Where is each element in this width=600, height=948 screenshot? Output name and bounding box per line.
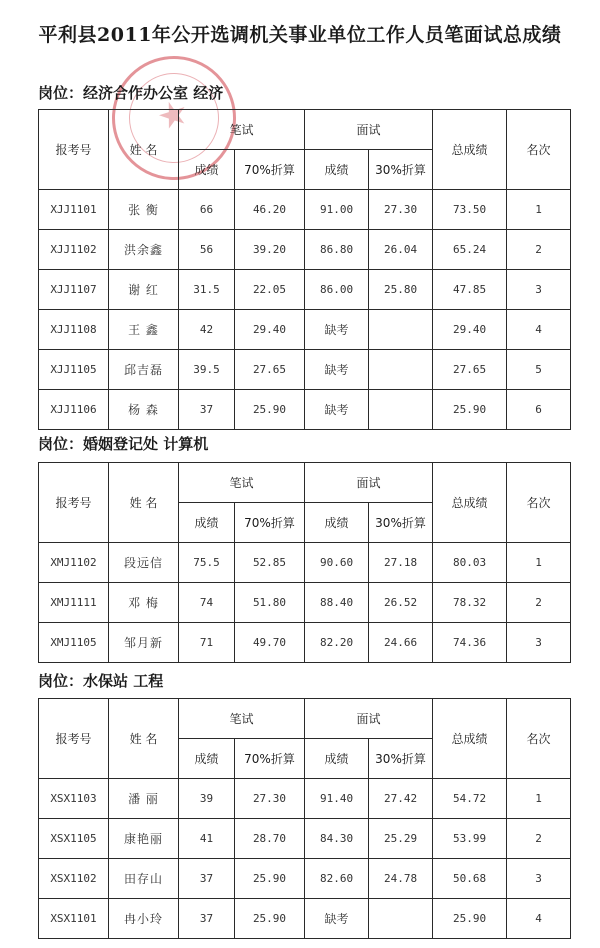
section-title: 岗位：婚姻登记处 计算机 bbox=[38, 435, 209, 453]
header-rank: 名次 bbox=[507, 110, 571, 190]
cell-total: 47.85 bbox=[433, 270, 507, 310]
table-row bbox=[39, 623, 571, 663]
score-table bbox=[38, 109, 571, 430]
cell-id: XSX1103 bbox=[39, 779, 109, 819]
cell-interview: 缺考 bbox=[305, 350, 369, 390]
cell-id: XJJ1102 bbox=[39, 230, 109, 270]
cell-interview-pct bbox=[369, 310, 433, 350]
table-row bbox=[39, 270, 571, 310]
header-id: 报考号 bbox=[39, 463, 109, 543]
header-interview-pct: 30%折算 bbox=[369, 503, 433, 543]
cell-interview: 86.80 bbox=[305, 230, 369, 270]
cell-written: 42 bbox=[179, 310, 235, 350]
cell-name: 张 衡 bbox=[109, 190, 179, 230]
header-interview: 面试 bbox=[305, 110, 433, 150]
header-written-score: 成绩 bbox=[179, 150, 235, 190]
cell-total: 29.40 bbox=[433, 310, 507, 350]
header-written: 笔试 bbox=[179, 463, 305, 503]
cell-id: XJJ1107 bbox=[39, 270, 109, 310]
header-total: 总成绩 bbox=[433, 463, 507, 543]
cell-written: 39.5 bbox=[179, 350, 235, 390]
cell-interview-pct bbox=[369, 390, 433, 430]
table-row bbox=[39, 390, 571, 430]
header-id: 报考号 bbox=[39, 699, 109, 779]
cell-total: 74.36 bbox=[433, 623, 507, 663]
header-written-pct: 70%折算 bbox=[235, 739, 305, 779]
cell-name: 洪余鑫 bbox=[109, 230, 179, 270]
cell-name: 邱吉磊 bbox=[109, 350, 179, 390]
header-written-pct: 70%折算 bbox=[235, 150, 305, 190]
cell-id: XMJ1102 bbox=[39, 543, 109, 583]
cell-rank: 2 bbox=[507, 230, 571, 270]
cell-written: 41 bbox=[179, 819, 235, 859]
score-table bbox=[38, 698, 571, 939]
cell-rank: 6 bbox=[507, 390, 571, 430]
cell-total: 53.99 bbox=[433, 819, 507, 859]
cell-interview: 缺考 bbox=[305, 390, 369, 430]
header-interview-pct: 30%折算 bbox=[369, 150, 433, 190]
cell-interview: 88.40 bbox=[305, 583, 369, 623]
cell-written: 37 bbox=[179, 859, 235, 899]
table-row bbox=[39, 583, 571, 623]
cell-written-pct: 27.65 bbox=[235, 350, 305, 390]
cell-interview-pct: 27.30 bbox=[369, 190, 433, 230]
cell-written-pct: 25.90 bbox=[235, 390, 305, 430]
cell-name: 冉小玲 bbox=[109, 899, 179, 939]
cell-written: 66 bbox=[179, 190, 235, 230]
cell-name: 段远信 bbox=[109, 543, 179, 583]
header-interview: 面试 bbox=[305, 463, 433, 503]
section-title: 岗位：水保站 工程 bbox=[38, 672, 164, 690]
cell-interview: 91.00 bbox=[305, 190, 369, 230]
header-written-score: 成绩 bbox=[179, 503, 235, 543]
cell-interview-pct: 25.29 bbox=[369, 819, 433, 859]
cell-written: 39 bbox=[179, 779, 235, 819]
cell-written-pct: 27.30 bbox=[235, 779, 305, 819]
cell-rank: 2 bbox=[507, 583, 571, 623]
cell-written-pct: 46.20 bbox=[235, 190, 305, 230]
header-name: 姓 名 bbox=[109, 463, 179, 543]
cell-written-pct: 52.85 bbox=[235, 543, 305, 583]
header-interview-score: 成绩 bbox=[305, 739, 369, 779]
cell-written-pct: 49.70 bbox=[235, 623, 305, 663]
cell-id: XJJ1101 bbox=[39, 190, 109, 230]
cell-interview: 90.60 bbox=[305, 543, 369, 583]
cell-id: XSX1101 bbox=[39, 899, 109, 939]
table-row bbox=[39, 230, 571, 270]
cell-rank: 3 bbox=[507, 270, 571, 310]
table-row bbox=[39, 543, 571, 583]
cell-rank: 2 bbox=[507, 819, 571, 859]
header-interview-pct: 30%折算 bbox=[369, 739, 433, 779]
cell-interview-pct bbox=[369, 350, 433, 390]
cell-written-pct: 29.40 bbox=[235, 310, 305, 350]
cell-written-pct: 25.90 bbox=[235, 899, 305, 939]
cell-interview: 91.40 bbox=[305, 779, 369, 819]
header-interview: 面试 bbox=[305, 699, 433, 739]
cell-total: 54.72 bbox=[433, 779, 507, 819]
table-row bbox=[39, 819, 571, 859]
cell-name: 康艳丽 bbox=[109, 819, 179, 859]
cell-name: 邹月新 bbox=[109, 623, 179, 663]
cell-total: 25.90 bbox=[433, 390, 507, 430]
cell-id: XMJ1111 bbox=[39, 583, 109, 623]
cell-written-pct: 22.05 bbox=[235, 270, 305, 310]
header-interview-score: 成绩 bbox=[305, 503, 369, 543]
cell-rank: 1 bbox=[507, 190, 571, 230]
table-row bbox=[39, 899, 571, 939]
cell-written-pct: 25.90 bbox=[235, 859, 305, 899]
cell-id: XJJ1106 bbox=[39, 390, 109, 430]
cell-name: 杨 森 bbox=[109, 390, 179, 430]
cell-interview: 缺考 bbox=[305, 310, 369, 350]
cell-total: 27.65 bbox=[433, 350, 507, 390]
cell-rank: 4 bbox=[507, 899, 571, 939]
cell-written: 75.5 bbox=[179, 543, 235, 583]
cell-interview: 82.20 bbox=[305, 623, 369, 663]
cell-id: XJJ1105 bbox=[39, 350, 109, 390]
cell-name: 王 鑫 bbox=[109, 310, 179, 350]
cell-interview-pct: 26.52 bbox=[369, 583, 433, 623]
cell-interview-pct: 24.66 bbox=[369, 623, 433, 663]
score-table bbox=[38, 462, 571, 663]
header-written: 笔试 bbox=[179, 699, 305, 739]
cell-interview-pct: 25.80 bbox=[369, 270, 433, 310]
cell-interview: 缺考 bbox=[305, 899, 369, 939]
cell-rank: 3 bbox=[507, 859, 571, 899]
cell-total: 78.32 bbox=[433, 583, 507, 623]
cell-total: 65.24 bbox=[433, 230, 507, 270]
header-rank: 名次 bbox=[507, 463, 571, 543]
cell-id: XSX1102 bbox=[39, 859, 109, 899]
cell-interview-pct bbox=[369, 899, 433, 939]
header-total: 总成绩 bbox=[433, 110, 507, 190]
cell-interview-pct: 27.18 bbox=[369, 543, 433, 583]
cell-rank: 1 bbox=[507, 779, 571, 819]
cell-name: 邓 梅 bbox=[109, 583, 179, 623]
cell-rank: 5 bbox=[507, 350, 571, 390]
cell-written: 74 bbox=[179, 583, 235, 623]
cell-rank: 3 bbox=[507, 623, 571, 663]
cell-total: 73.50 bbox=[433, 190, 507, 230]
cell-interview: 84.30 bbox=[305, 819, 369, 859]
table-row bbox=[39, 310, 571, 350]
cell-id: XSX1105 bbox=[39, 819, 109, 859]
cell-written: 37 bbox=[179, 899, 235, 939]
table-row bbox=[39, 779, 571, 819]
header-total: 总成绩 bbox=[433, 699, 507, 779]
table-row bbox=[39, 859, 571, 899]
cell-interview: 86.00 bbox=[305, 270, 369, 310]
cell-written-pct: 28.70 bbox=[235, 819, 305, 859]
cell-total: 80.03 bbox=[433, 543, 507, 583]
header-written-score: 成绩 bbox=[179, 739, 235, 779]
header-rank: 名次 bbox=[507, 699, 571, 779]
document-title: 平利县2011年公开选调机关事业单位工作人员笔面试总成绩 bbox=[38, 24, 562, 46]
header-written-pct: 70%折算 bbox=[235, 503, 305, 543]
cell-total: 50.68 bbox=[433, 859, 507, 899]
table-row bbox=[39, 190, 571, 230]
header-id: 报考号 bbox=[39, 110, 109, 190]
cell-interview-pct: 27.42 bbox=[369, 779, 433, 819]
cell-interview-pct: 24.78 bbox=[369, 859, 433, 899]
cell-name: 谢 红 bbox=[109, 270, 179, 310]
cell-written-pct: 39.20 bbox=[235, 230, 305, 270]
cell-total: 25.90 bbox=[433, 899, 507, 939]
cell-written: 31.5 bbox=[179, 270, 235, 310]
cell-interview-pct: 26.04 bbox=[369, 230, 433, 270]
cell-written: 56 bbox=[179, 230, 235, 270]
header-interview-score: 成绩 bbox=[305, 150, 369, 190]
cell-written-pct: 51.80 bbox=[235, 583, 305, 623]
cell-written: 71 bbox=[179, 623, 235, 663]
section-title: 岗位：经济合作办公室 经济 bbox=[38, 84, 224, 102]
header-name: 姓 名 bbox=[109, 110, 179, 190]
header-name: 姓 名 bbox=[109, 699, 179, 779]
header-written: 笔试 bbox=[179, 110, 305, 150]
cell-id: XJJ1108 bbox=[39, 310, 109, 350]
cell-name: 田存山 bbox=[109, 859, 179, 899]
cell-id: XMJ1105 bbox=[39, 623, 109, 663]
cell-rank: 1 bbox=[507, 543, 571, 583]
cell-rank: 4 bbox=[507, 310, 571, 350]
cell-written: 37 bbox=[179, 390, 235, 430]
table-row bbox=[39, 350, 571, 390]
cell-name: 潘 丽 bbox=[109, 779, 179, 819]
cell-interview: 82.60 bbox=[305, 859, 369, 899]
